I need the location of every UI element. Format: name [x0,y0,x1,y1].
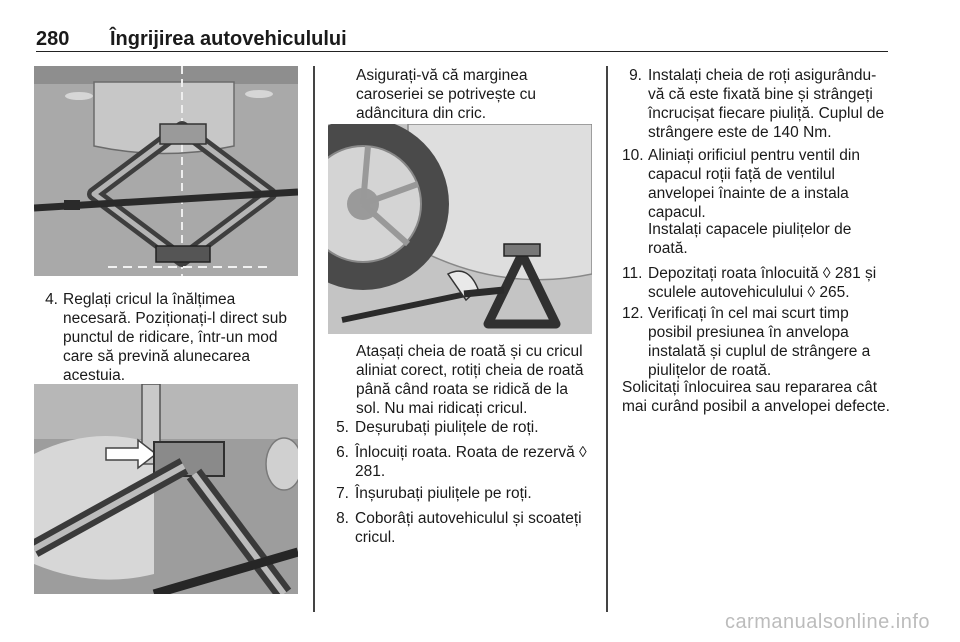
figure-jack-position [34,66,298,276]
step-10-continuation [622,220,892,260]
step-text: Coborâți autovehiculul și scoateți cricul. [355,510,582,546]
page-header [36,22,888,52]
figure-jack-head-closeup [34,384,298,594]
step-7 [333,484,595,504]
step-12 [622,304,892,380]
figure-wheel-jack-crank [328,124,592,334]
step-text: Depozitați roata înlocuită ◊ 281 și sculele autovehiculului ◊ 265. [648,265,877,301]
step-text: Reglați cricul la înălțimea necesară. Poziționați-l direct sub punctul de ridicare, într-un mod care să prevină alunecarea acestuia. [63,291,288,384]
step-number: 4. [45,291,58,308]
step-8 [333,509,595,549]
step-number: 10. [622,147,644,164]
step-number: 7. [336,485,349,502]
step-text: Aliniați orificiul pentru ventil din capacul roții față de ventilul anvelopei înainte de a instala capacul. [648,147,860,221]
step-number: 6. [336,444,349,461]
step-text: Instalați cheia de roți asigurându-vă că este fixată bine și strângeți încrucișat fiecare piuliță. Cuplul de strângere este de 140 Nm. [648,67,885,141]
step-text: Deșurubați piulițele de roți. [355,419,539,436]
page-number: 280 [36,28,70,50]
column-divider-1 [313,66,315,612]
step-text: Înșurubați piulițele pe roți. [355,485,532,502]
step-11 [622,264,892,304]
step-text: Înlocuiți roata. Roata de rezervă ◊ 281. [355,444,587,480]
watermark: carmanualsonline.info [724,611,930,633]
attach-wrench-paragraph: Atașați cheia de roată și cu cricul aliniat corect, rotiți cheia de roată până când roata se ridică de la sol. Nu mai ridicați cricul. [356,343,584,417]
step-text: Verificați în cel mai scurt timp posibil presiunea în anvelopa instalată și cuplul de strângere a piulițelor de roată. [648,305,871,379]
step-9 [622,66,892,142]
step-number: 12. [622,305,644,322]
step-text: Instalați capacele piulițelor de roată. [648,221,852,257]
header-rule [36,51,888,53]
page-title: Îngrijirea autovehiculului [110,28,347,50]
step-5 [333,418,595,438]
closing-paragraph: Solicitați înlocuirea sau repararea cât mai curând posibil a anvelopei defecte. [622,379,890,415]
step-4 [40,290,302,386]
step-10 [622,146,892,222]
step-number: 8. [336,510,349,527]
step-number: 9. [629,67,642,84]
step-6 [333,443,595,483]
step-number: 5. [336,419,349,436]
column-divider-2 [606,66,608,612]
step-number: 11. [622,265,643,282]
intro-paragraph: Asigurați-vă că marginea caroseriei se potrivește cu adâncitura din cric. [356,67,537,122]
